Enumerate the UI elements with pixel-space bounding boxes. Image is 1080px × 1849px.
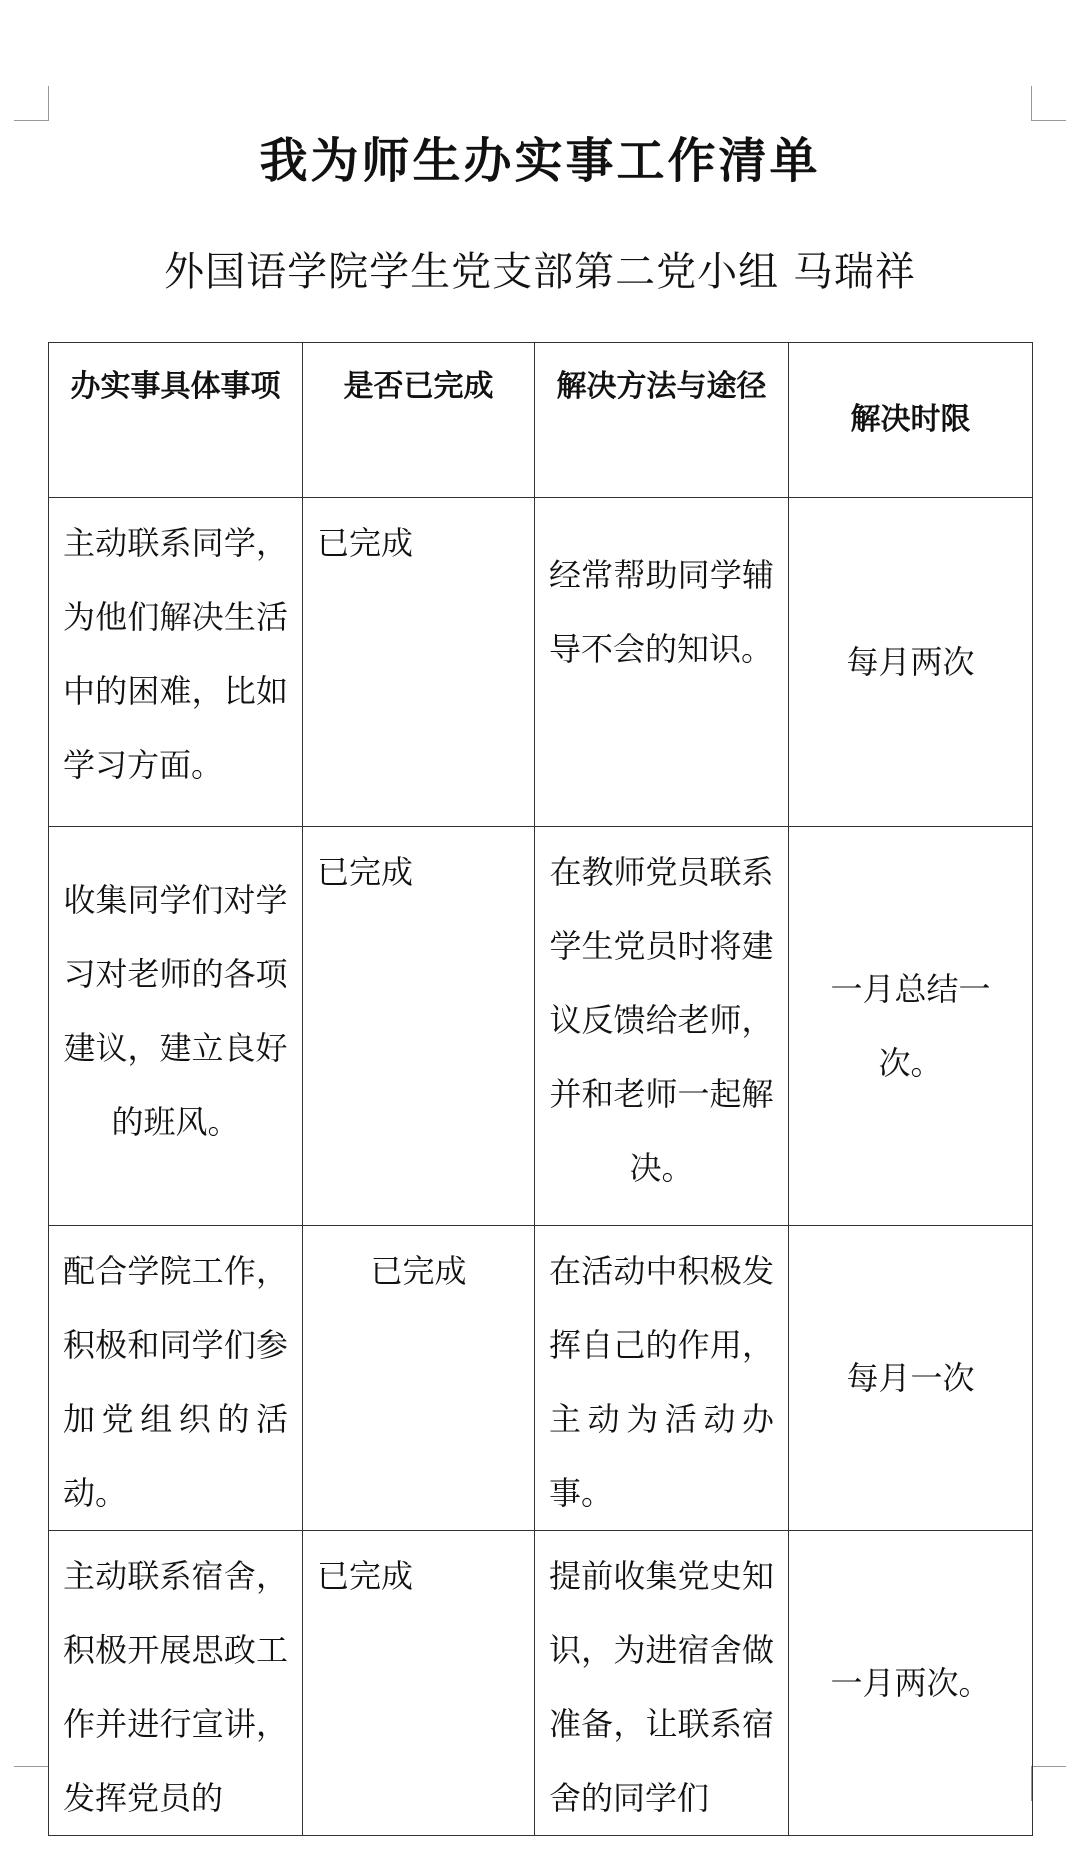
crop-mark-bottom-left xyxy=(14,1766,49,1801)
header-status: 是否已完成 xyxy=(303,343,535,498)
cell-item: 主动联系宿舍，积极开展思政工作并进行宣讲，发挥党员的 xyxy=(49,1531,303,1836)
cell-deadline: 一月总结一次。 xyxy=(789,827,1033,1226)
table-row xyxy=(49,1226,1033,1531)
cell-status: 已完成 xyxy=(303,1531,535,1836)
table-header-row xyxy=(49,343,1033,498)
crop-mark-top-right xyxy=(1031,86,1066,121)
cell-deadline: 每月一次 xyxy=(789,1226,1033,1531)
cell-deadline: 每月两次 xyxy=(789,498,1033,827)
table-row xyxy=(49,827,1033,1226)
cell-item: 收集同学们对学习对老师的各项建议，建立良好的班风。 xyxy=(49,827,303,1226)
cell-status: 已完成 xyxy=(303,1226,535,1531)
cell-deadline: 一月两次。 xyxy=(789,1531,1033,1836)
header-deadline: 解决时限 xyxy=(789,343,1033,498)
work-list-table xyxy=(48,342,1033,1836)
cell-method: 在教师党员联系学生党员时将建议反馈给老师，并和老师一起解决。 xyxy=(535,827,789,1226)
header-method: 解决方法与途径 xyxy=(535,343,789,498)
crop-mark-top-left xyxy=(14,86,49,121)
crop-mark-bottom-right xyxy=(1031,1766,1066,1801)
header-item: 办实事具体事项 xyxy=(49,343,303,498)
cell-method: 经常帮助同学辅导不会的知识。 xyxy=(535,498,789,827)
cell-status: 已完成 xyxy=(303,498,535,827)
table-row xyxy=(49,1531,1033,1836)
cell-item: 主动联系同学，为他们解决生活中的困难，比如学习方面。 xyxy=(49,498,303,827)
table-row xyxy=(49,498,1033,827)
document-title: 我为师生办实事工作清单 xyxy=(259,133,821,189)
document-subtitle: 外国语学院学生党支部第二党小组 马瑞祥 xyxy=(164,249,916,295)
cell-status: 已完成 xyxy=(303,827,535,1226)
cell-method: 提前收集党史知识，为进宿舍做准备，让联系宿舍的同学们 xyxy=(535,1531,789,1836)
cell-item: 配合学院工作，积极和同学们参加党组织的活动。 xyxy=(49,1226,303,1531)
cell-method: 在活动中积极发挥自己的作用，主动为活动办事。 xyxy=(535,1226,789,1531)
